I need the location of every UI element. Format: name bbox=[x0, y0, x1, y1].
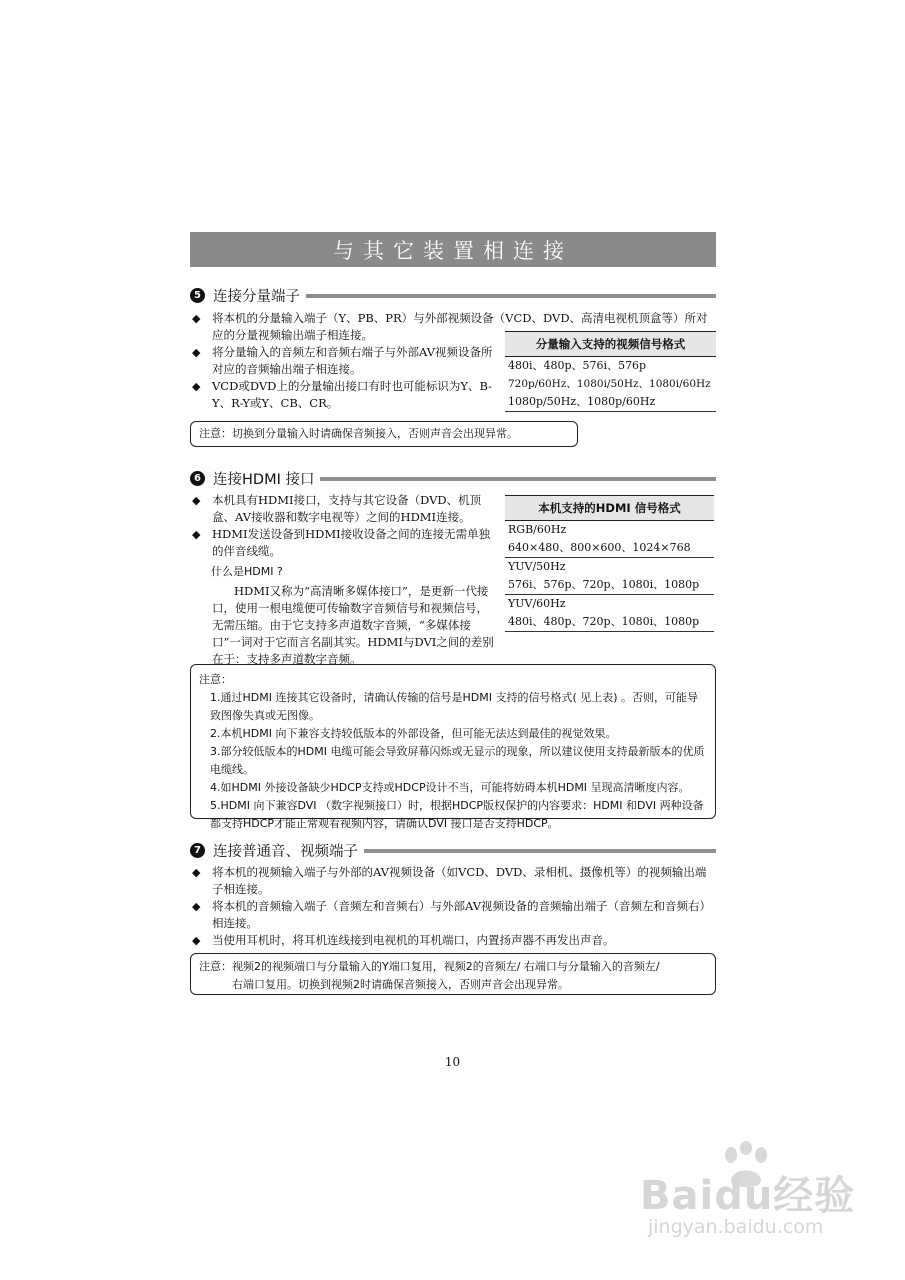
section-7-bullets bbox=[192, 864, 714, 949]
paragraph: HDMI又称为“高清晰多媒体接口”，是更新一代接口，使用一根电缆便可传输数字音频信号和视频信号，无需压缩。由于它支持多声道数字音频，“多媒体接口”一词对于它而言名副其实。HDMI与DVI之间的差别在于：支持多声道数字音频。 bbox=[212, 584, 494, 666]
table-row: YUV/60Hz bbox=[508, 597, 566, 610]
table-row: 1080p/50Hz、1080p/60Hz bbox=[505, 393, 716, 412]
note-item: 4.如HDMI 外接设备缺少HDCP支持或HDCP设计不当，可能将妨碍本机HDMI 呈现高清晰度内容。 bbox=[210, 781, 690, 794]
list-item: ◆ 将本机的音频输入端子（音频左和音频右）与外部AV视频设备的音频输出端子（音频左和音频右）相连接。 bbox=[192, 899, 712, 930]
note-text: 右端口复用。切换到视频2时请确保音频接入，否则声音会出现异常。 bbox=[232, 978, 569, 991]
table-row: YUV/50Hz bbox=[508, 560, 566, 573]
section-6-heading bbox=[190, 468, 716, 488]
note-item: 1.通过HDMI 连接其它设备时，请确认传输的信号是HDMI 支持的信号格式( 见上表) 。否则，可能导致图像失真或无图像。 bbox=[210, 691, 699, 722]
section-rule bbox=[364, 849, 716, 853]
note-item: 5.HDMI 向下兼容DVI （数字视频接口）时，根据HDCP版权保护的内容要求：HDMI 和DVI 两种设备都支持HDCP才能正常观看视频内容，请确认DVI 接口是否支持HDCP。 bbox=[210, 799, 704, 830]
note-text: 视频2的视频端口与分量输入的Y端口复用，视频2的音频左/ 右端口与分量输入的音频左/ bbox=[232, 960, 660, 973]
watermark-brand: Baidu经验 bbox=[640, 1173, 856, 1219]
subheading: 什么是HDMI ? bbox=[211, 565, 283, 578]
note-box bbox=[190, 664, 716, 830]
list-item: ◆ 当使用耳机时，将耳机连线接到电视机的耳机端口，内置扬声器不再发出声音。 bbox=[192, 933, 615, 947]
list-item: ◆ 将分量输入的音频左和音频右端子与外部AV视频设备所对应的音频输出端子相连接。 bbox=[192, 345, 493, 376]
diamond-bullet-icon: ◆ bbox=[192, 528, 201, 541]
section-rule bbox=[320, 477, 716, 481]
section-title: 连接普通音、视频端子 bbox=[213, 843, 358, 860]
section-title: 连接HDMI 接口 bbox=[213, 471, 315, 488]
table-row: 720p/60Hz、1080i/50Hz、1080i/60Hz bbox=[508, 378, 711, 390]
table-row: 576i、576p、720p、1080i、1080p bbox=[505, 576, 714, 595]
note-item: 3.部分较低版本的HDMI 电缆可能会导致屏幕闪烁或无显示的现象，所以建议使用支持最新版本的优质电缆线。 bbox=[210, 745, 705, 776]
diamond-bullet-icon: ◆ bbox=[192, 312, 201, 325]
section-5-bullets-cont bbox=[192, 344, 497, 412]
section-number: 6 bbox=[190, 471, 205, 486]
table-header: 本机支持的HDMI 信号格式 bbox=[505, 495, 714, 521]
section-rule bbox=[306, 294, 716, 298]
table-header: 分量输入支持的视频信号格式 bbox=[505, 331, 716, 357]
note-list bbox=[199, 689, 707, 833]
list-item: ◆ 将本机的分量输入端子（Y、PB、PR）与外部视频设备（VCD、DVD、高清电视机顶盒等）所对应的分量视频输出端子相连接。 bbox=[192, 311, 708, 342]
watermark-url: jingyan.baidu.com bbox=[648, 1216, 824, 1238]
list-item: ◆ HDMI发送设备到HDMI接收设备之间的连接无需单独的伴音线缆。 bbox=[192, 527, 491, 558]
page-title: 与其它装置相连接 bbox=[190, 232, 716, 267]
note-box bbox=[190, 421, 578, 447]
list-item: ◆ 本机具有HDMI接口，支持与其它设备（DVD、机顶盒、AV接收器和数字电视等）之间的HDMI连接。 bbox=[192, 493, 482, 524]
component-format-table bbox=[505, 331, 716, 412]
section-7-heading bbox=[190, 840, 716, 860]
section-title: 连接分量端子 bbox=[213, 288, 300, 305]
diamond-bullet-icon: ◆ bbox=[192, 900, 201, 913]
diamond-bullet-icon: ◆ bbox=[192, 866, 201, 879]
note-label: 注意： bbox=[199, 960, 232, 973]
table-row: 480i、480p、576i、576p bbox=[508, 359, 647, 372]
note-title: 注意： bbox=[199, 673, 232, 686]
table-row: RGB/60Hz bbox=[508, 523, 567, 536]
page-number: 10 bbox=[444, 1055, 461, 1069]
note-box bbox=[190, 953, 716, 995]
section-number: 5 bbox=[190, 288, 205, 303]
hdmi-format-table bbox=[505, 495, 714, 632]
diamond-bullet-icon: ◆ bbox=[192, 380, 201, 393]
diamond-bullet-icon: ◆ bbox=[192, 934, 201, 947]
note-text: 注意：切换到分量输入时请确保音频接入，否则声音会出现异常。 bbox=[199, 427, 518, 440]
table-row: 480i、480p、720p、1080i、1080p bbox=[505, 613, 714, 632]
note-item: 2.本机HDMI 向下兼容支持较低版本的外部设备，但可能无法达到最佳的视觉效果。 bbox=[210, 727, 617, 740]
list-item: ◆ VCD或DVD上的分量输出接口有时也可能标识为Y、B-Y、R-Y或Y、CB、CR。 bbox=[192, 379, 493, 410]
section-6-bullets bbox=[192, 492, 497, 668]
section-number: 7 bbox=[190, 843, 205, 858]
diamond-bullet-icon: ◆ bbox=[192, 346, 201, 359]
list-item: ◆ 将本机的视频输入端子与外部的AV视频设备（如VCD、DVD、录相机、摄像机等）的视频输出端子相连接。 bbox=[192, 865, 707, 896]
section-5-heading bbox=[190, 285, 716, 305]
table-row: 640×480、800×600、1024×768 bbox=[505, 539, 714, 558]
diamond-bullet-icon: ◆ bbox=[192, 494, 201, 507]
